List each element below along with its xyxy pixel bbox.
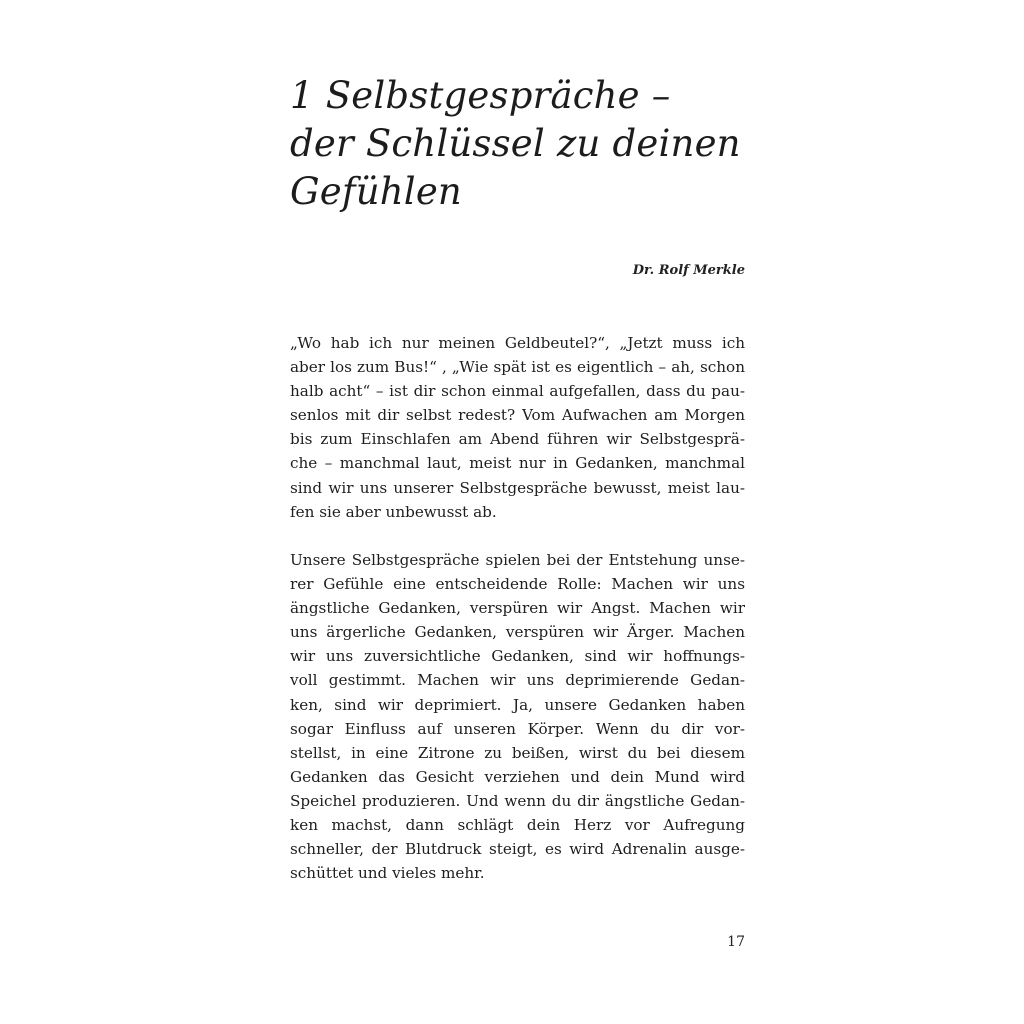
text-line: schüttet und vieles mehr. bbox=[290, 864, 485, 883]
text-line: senlos mit dir selbst redest? Vom Aufwachen am Morgen bbox=[290, 406, 745, 425]
text-line: Gedanken das Gesicht verziehen und dein Mund wird bbox=[290, 767, 745, 786]
text-line: bis zum Einschlafen am Abend führen wir Selbstgesprä- bbox=[290, 430, 745, 449]
text-line: uns ärgerliche Gedanken, verspüren wir Ärger. Machen bbox=[290, 623, 745, 642]
text-line: sogar Einfluss auf unseren Körper. Wenn du dir vor- bbox=[290, 719, 745, 738]
text-line: Speichel produzieren. Und wenn du dir ängstliche Gedan- bbox=[290, 791, 745, 810]
text-line: „Wo hab ich nur meinen Geldbeutel?“, „Jetzt muss ich bbox=[290, 334, 745, 352]
text-line: wir uns zuversichtliche Gedanken, sind wir hoffnungs- bbox=[290, 647, 745, 666]
text-line: che – manchmal laut, meist nur in Gedanken, manchmal bbox=[290, 454, 745, 473]
text-line: Unsere Selbstgespräche spielen bei der Entstehung unse- bbox=[290, 551, 745, 569]
chapter-title bbox=[290, 72, 745, 216]
chapter-title-line: 1 Selbstgespräche – bbox=[290, 74, 671, 117]
text-line: aber los zum Bus!“ , „Wie spät ist es eigentlich – ah, schon bbox=[290, 358, 745, 377]
chapter-title-line: Gefühlen bbox=[290, 170, 462, 213]
chapter-title-line: der Schlüssel zu deinen bbox=[290, 122, 741, 165]
text-line: schneller, der Blutdruck steigt, es wird Adrenalin ausge- bbox=[290, 840, 745, 859]
text-line: voll gestimmt. Machen wir uns deprimierende Gedan- bbox=[290, 671, 745, 690]
page-number: 17 bbox=[727, 934, 745, 950]
text-line: ken, sind wir deprimiert. Ja, unsere Gedanken haben bbox=[290, 695, 745, 714]
text-line: stellst, in eine Zitrone zu beißen, wirst du bei diesem bbox=[290, 743, 745, 762]
text-line: sind wir uns unserer Selbstgespräche bewusst, meist lau- bbox=[290, 478, 745, 497]
text-line: rer Gefühle eine entscheidende Rolle: Machen wir uns bbox=[290, 575, 745, 594]
chapter-author: Dr. Rolf Merkle bbox=[632, 263, 745, 278]
text-line: ängstliche Gedanken, verspüren wir Angst. Machen wir bbox=[290, 599, 745, 618]
body-paragraph bbox=[290, 548, 745, 885]
text-line: ken machst, dann schlägt dein Herz vor Aufregung bbox=[290, 816, 745, 835]
text-line: fen sie aber unbewusst ab. bbox=[290, 502, 497, 521]
text-line: halb acht“ – ist dir schon einmal aufgefallen, dass du pau- bbox=[290, 382, 745, 401]
body-paragraph bbox=[290, 331, 745, 524]
